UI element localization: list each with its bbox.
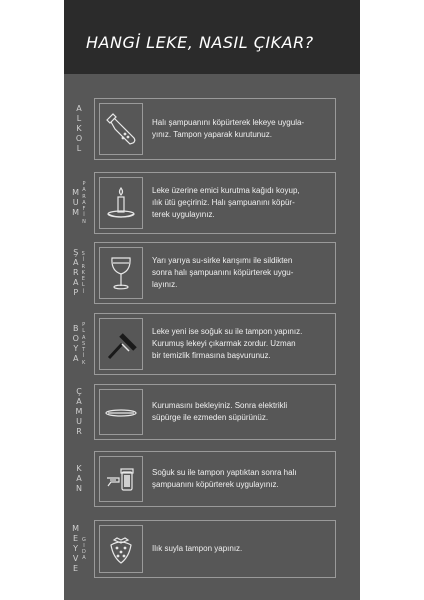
stain-subtype-letter: F [82,206,86,213]
stain-instruction: Yarı yarıya su-sirke karışımı ile sildikten sonra halı şampuanını köpürterek uygu- layınız. [152,256,294,289]
page-title: HANGİ LEKE, NASIL ÇIKAR? [86,33,314,52]
stain-type-label [64,172,94,234]
stain-row [64,451,360,507]
stain-name [73,248,79,298]
stain-name-letter: A [76,397,82,406]
stain-instruction: Leke yeni ise soğuk su ile tampon yapınız. Kurumuş lekeyi çıkarmak zordur. Uzman bir temizlik firmasına başvurunuz. [152,327,303,360]
stain-subtype-letter: L [81,282,85,289]
stain-name-letter: Ş [73,248,79,257]
stain-name-letter: A [73,258,79,267]
stain-name-letter: A [73,278,79,287]
stain-name [76,464,82,494]
stain-name [76,387,83,437]
strawberry-icon [99,525,143,573]
stain-name-letter: Y [73,544,78,553]
stain-subtype-letter: K [82,359,86,366]
stain-name [72,188,79,218]
stain-name-letter: B [73,324,79,333]
stain-subtype-letter: A [82,187,86,194]
stain-type-label [64,242,94,304]
stain-subtype-letter: İ [82,288,85,295]
stain-subtype-letter: T [82,347,86,354]
stain-type-label [64,384,94,440]
stain-name-letter: E [73,534,79,543]
stain-name-letter: M [72,208,80,217]
stain-name-letter: M [72,524,80,533]
stain-subtype-letter: R [81,263,86,270]
stain-name-letter: V [72,554,79,563]
stain-name-letter: P [73,288,79,297]
stain-card [94,98,336,160]
stain-subtype-letter: A [82,555,86,562]
stain-type-label [64,313,94,375]
stain-instruction: Soğuk su ile tampon yaptıktan sonra halı şampuanını köpürterek uygulayınız. [152,468,297,489]
blood-tube-icon [99,456,143,502]
stain-subtype-letter: G [82,536,86,543]
header-bar [64,0,360,74]
stain-row [64,313,360,375]
stain-name-letter: M [75,407,83,416]
stain-subtype-letter: E [81,276,85,283]
stain-subtype [82,181,86,225]
stain-type-label [64,98,94,160]
candle-icon [99,177,143,229]
stain-name-letter: A [76,104,82,113]
stain-instruction: Ilık suyla tampon yapınız. [152,544,243,553]
stain-subtype-letter: P [82,181,86,188]
stain-subtype-letter: A [81,334,86,341]
stain-guide-panel [64,0,360,600]
stain-type-label [64,451,94,507]
paint-roller-icon [99,318,143,370]
stain-instruction: Leke üzerine emici kurutma kağıdı koyup, ılık ütü geçiriniz. Halı şampuanını köpür- terek uygulayınız. [152,186,300,219]
stain-name-letter: U [72,198,79,207]
stain-name-letter: L [76,114,82,123]
stain-name-letter: O [75,134,83,143]
stain-name-letter: O [72,334,79,343]
stain-name-letter: Ç [76,387,82,396]
stain-type-label [64,520,94,578]
stain-name-letter: L [76,144,82,153]
stain-name-letter: E [73,564,79,573]
stain-subtype-letter: P [82,322,86,329]
stain-subtype-letter: S [82,340,86,347]
stain-name [73,324,79,364]
stain-instruction: Kurumasını bekleyiniz. Sonra elektrikli süpürge ile ezmeden süpürünüz. [152,401,288,422]
stain-subtype-letter: L [82,328,86,335]
stain-subtype-letter: I [83,542,85,549]
stain-card [94,384,336,440]
stain-row [64,242,360,304]
stain-row [64,520,360,578]
wine-glass-icon [99,247,143,299]
stain-subtype-letter: D [82,549,86,555]
stain-instruction: Halı şampuanını köpürterek lekeye uygula- yınız. Tampon yaparak kurutunuz. [152,118,305,139]
stain-row [64,172,360,234]
stain-subtype [82,251,85,295]
stain-subtype-letter: İ [82,353,85,360]
stain-name-letter: Y [73,344,79,353]
stain-row [64,98,360,160]
stain-card [94,451,336,507]
stain-subtype-letter: S [81,251,85,258]
stain-row [64,384,360,440]
stain-card [94,172,336,234]
stain-name-letter: R [76,427,82,436]
stain-name-letter: A [73,354,79,363]
stain-card [94,313,336,375]
stain-card [94,520,336,578]
stain-name [76,104,82,154]
stain-subtype-letter: İ [83,212,85,219]
stain-name-letter: M [72,188,80,197]
stain-name-letter: A [76,474,82,483]
stain-name-letter: K [76,124,82,133]
stain-subtype-letter: R [82,193,86,200]
stain-subtype-letter: İ [82,257,85,264]
stain-subtype [82,322,85,366]
bottle-icon [99,103,143,155]
stain-subtype-letter: N [82,218,86,225]
stain-name-letter: N [76,484,82,493]
stain-subtype [82,537,86,562]
stain-name-letter: K [76,464,82,473]
stain-name-letter: R [72,268,79,277]
stain-name [72,524,79,574]
stain-card [94,242,336,304]
stain-name-letter: U [76,417,82,426]
stain-subtype-letter: A [82,199,86,206]
stain-subtype-letter: K [81,269,85,276]
mud-puddle-icon [99,389,143,435]
